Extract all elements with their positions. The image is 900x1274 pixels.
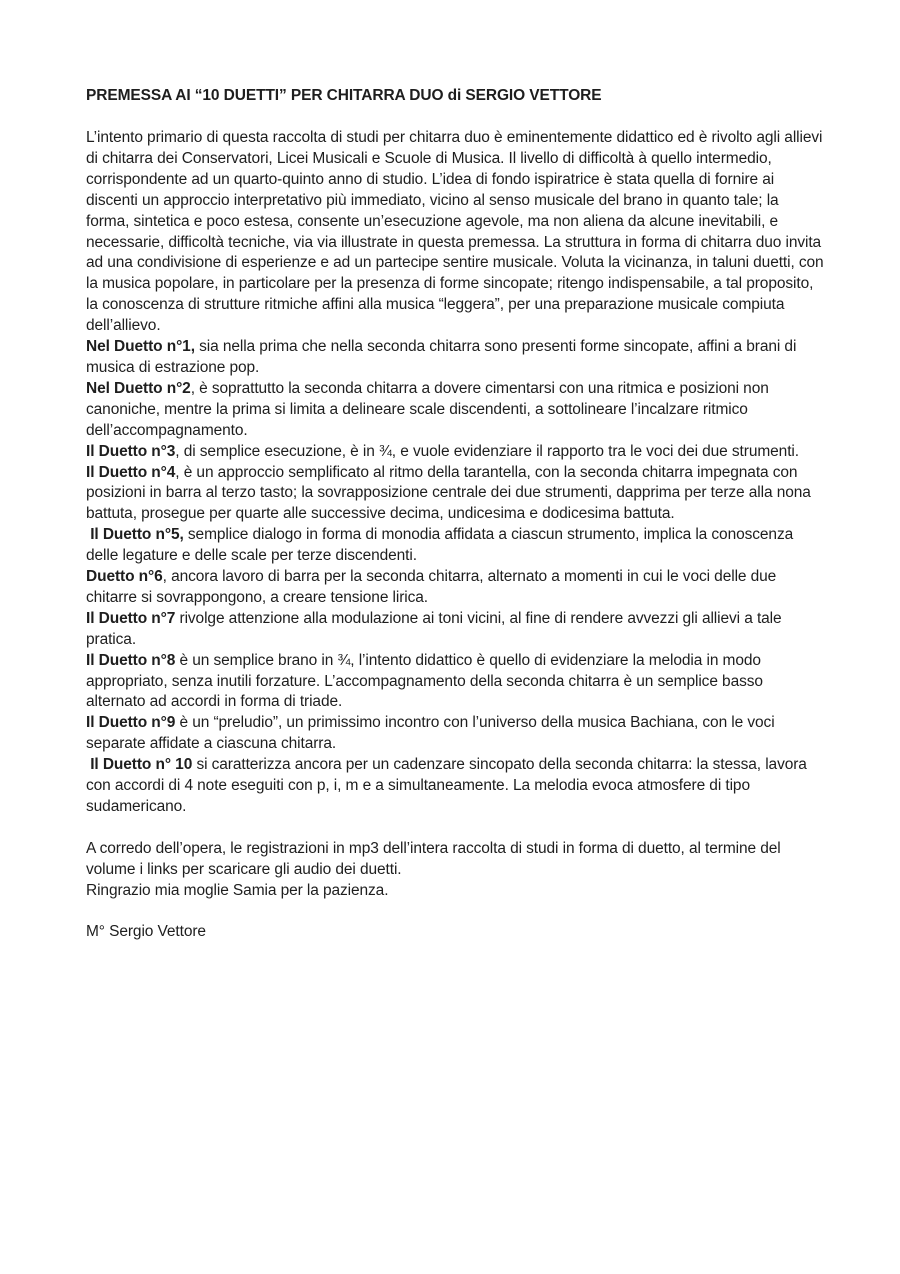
duet-1-paragraph: [86, 337, 826, 379]
duet-1-label: Nel Duetto n°1,: [86, 338, 195, 356]
duet-2-paragraph: [86, 379, 826, 442]
document-body: [86, 85, 826, 943]
duet-6-paragraph: [86, 567, 826, 609]
duet-10-label: Il Duetto n° 10: [86, 756, 193, 774]
closing-paragraph: A corredo dell’opera, le registrazioni in mp3 dell’intera raccolta di studi in forma di duetto, al termine del volume i links per scaricare gli audio dei duetti.: [86, 839, 781, 878]
duet-8-label: Il Duetto n°8: [86, 651, 176, 669]
thanks-line: Ringrazio mia moglie Samia per la pazienza.: [86, 881, 389, 899]
signature: M° Sergio Vettore: [86, 923, 206, 941]
duet-4-paragraph: [86, 463, 826, 526]
duet-7-text: rivolge attenzione alla modulazione ai toni vicini, al fine di rendere avvezzi gli allievi a tale pratica.: [86, 609, 782, 648]
duet-7-paragraph: [86, 609, 826, 651]
duet-6-label: Duetto n°6: [86, 568, 163, 586]
duet-5-label: Il Duetto n°5,: [86, 526, 184, 544]
duet-9-paragraph: [86, 713, 826, 755]
duet-1-text: sia nella prima che nella seconda chitarra sono presenti forme sincopate, affini a brani di musica di estrazione pop.: [86, 338, 797, 376]
duet-10-text: si caratterizza ancora per un cadenzare sincopato della seconda chitarra: la stessa, lavora con accordi di 4 note eseguiti con p, i, m e a simultaneamente. La melodia evoca atmosfere di tipo sudamericano.: [86, 756, 807, 815]
duet-8-text: è un semplice brano in ¾, l’intento didattico è quello di evidenziare la melodia in modo appropriato, senza inutili forzature. L’accompagnamento della seconda chitarra è un semplice basso alternato ad accordi in forma di triade.: [86, 651, 763, 711]
duet-4-label: Il Duetto n°4: [86, 463, 176, 481]
duet-3-paragraph: [86, 442, 826, 463]
duet-10-paragraph: [86, 755, 826, 818]
signature-spacer: [86, 902, 826, 923]
duet-9-text: è un “preludio”, un primissimo incontro con l’universo della musica Bachiana, con le voci separate affidate a ciascuna chitarra.: [86, 714, 775, 753]
duet-9-label: Il Duetto n°9: [86, 714, 176, 732]
duet-5-text: semplice dialogo in forma di monodia affidata a ciascun strumento, implica la conoscenza delle legature e delle scale per terze discendenti.: [86, 526, 794, 565]
intro-paragraph: L’intento primario di questa raccolta di studi per chitarra duo è eminentemente didattico ed è rivolto agli allievi di chitarra dei Conservatori, Licei Musicali e Scuole di Musica. Il livello di difficoltà à quello intermedio, corrispondente ad un quarto-quinto anno di studio. L’idea di fondo ispiratrice è stata quella di fornire ai discenti un approccio interpretativo più immediato, vicino al senso musicale del brano in quanto tale; la forma, sintetica e poco estesa, consente un’esecuzione agevole, ma non aliena da alcune inevitabili, e necessarie, difficoltà tecniche, via via illustrate in questa premessa. La struttura in forma di chitarra duo invita ad una condivisione di esperienze e ad un partecipe sentire musicale. Voluta la vicinanza, in taluni duetti, con la musica popolare, in particolare per la presenza di forme sincopate; ritengo indispensabile, a tal proposito, la conoscenza di strutture ritmiche affini alla musica “leggera”, per una preparazione musicale compiuta dell’allievo.: [86, 129, 824, 335]
duet-3-label: Il Duetto n°3: [86, 442, 176, 460]
duet-7-label: Il Duetto n°7: [86, 609, 176, 627]
document-title: PREMESSA AI “10 DUETTI” PER CHITARRA DUO di SERGIO VETTORE: [86, 87, 602, 104]
duet-2-label: Nel Duetto n°2: [86, 379, 191, 397]
duet-4-text: , è un approccio semplificato al ritmo della tarantella, con la seconda chitarra impegnata con posizioni in barra al terzo tasto; la sovrapposizione centrale dei due strumenti, dapprima per terze alla nona battuta, prosegue per quarte alle successive decima, undicesima e dodicesima battuta.: [86, 463, 811, 523]
duet-8-paragraph: [86, 651, 826, 714]
duet-6-text: , ancora lavoro di barra per la seconda chitarra, alternato a momenti in cui le voci delle due chitarre si sovrappongono, a creare tensione lirica.: [86, 568, 777, 606]
duet-5-paragraph: [86, 525, 826, 567]
duet-2-text: , è soprattutto la seconda chitarra a dovere cimentarsi con una ritmica e posizioni non canoniche, mentre la prima si limita a delineare scale discendenti, a sottolineare l’incalzare ritmico dell’accompagnamento.: [86, 379, 769, 439]
duet-3-text: , di semplice esecuzione, è in ¾, e vuole evidenziare il rapporto tra le voci dei due strumenti.: [175, 442, 799, 460]
paragraph-spacer: [86, 818, 826, 839]
